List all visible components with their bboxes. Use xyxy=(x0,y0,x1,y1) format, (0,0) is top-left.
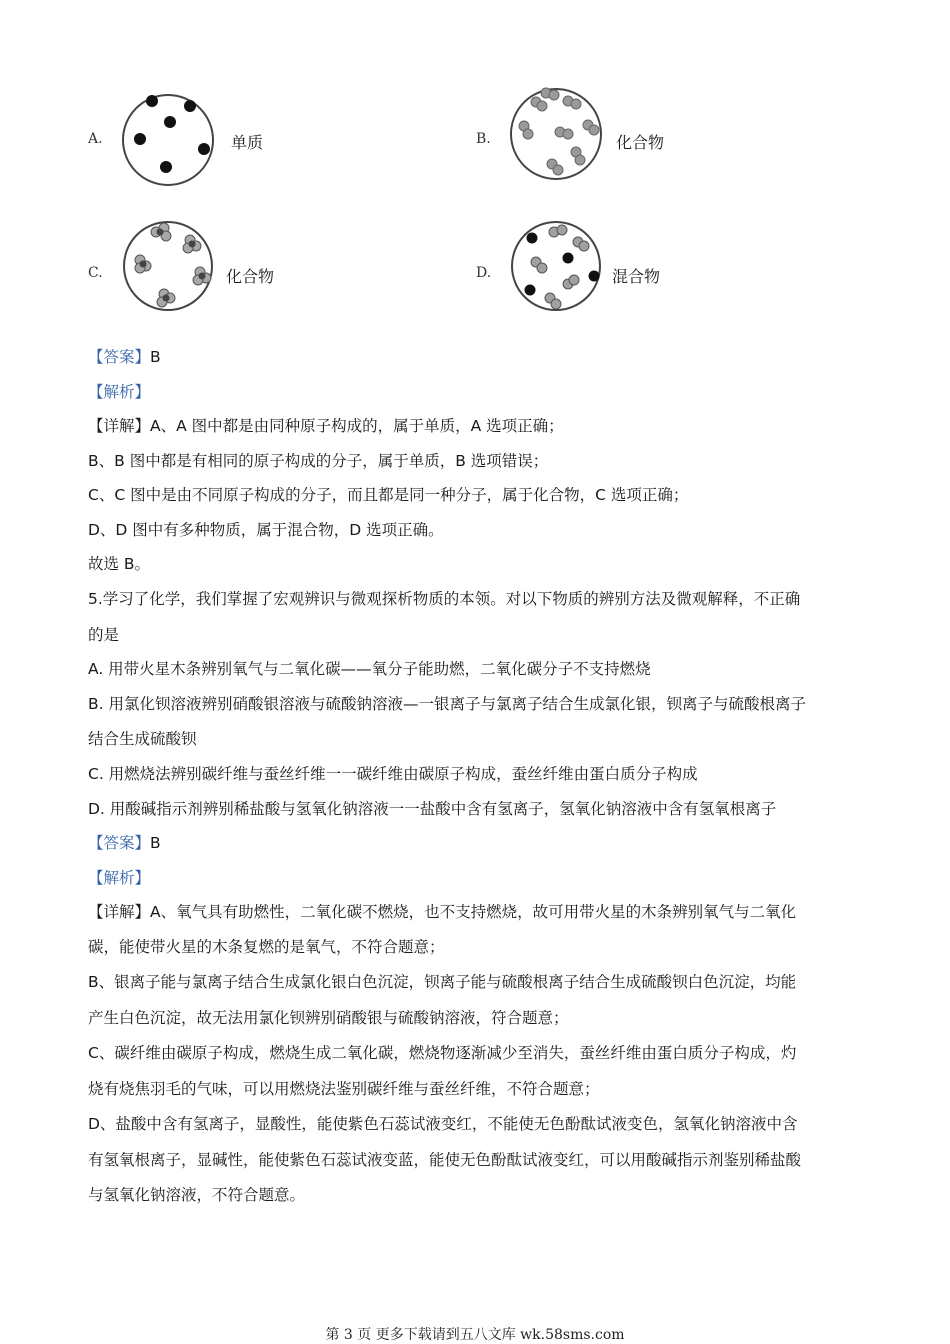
answer-tag: 【答案】 xyxy=(88,348,151,366)
q5-detail-line: 有氢氧根离子，显碱性，能使紫色石蕊试液变蓝，能使无色酚酞试液变红，可以用酸碱指示剂鉴别稀盐酸 xyxy=(88,1151,802,1169)
q5-option-a: A. 用带火星木条辨别氧气与二氧化碳——氧分子能助燃，二氧化碳分子不支持燃烧 xyxy=(88,660,651,678)
q4-conclusion: 故选 B。 xyxy=(88,555,151,573)
q5-detail-line: 碳，能使带火星的木条复燃的是氧气，不符合题意； xyxy=(88,938,445,956)
q5-option-b: B. 用氯化钡溶液辨别硝酸银溶液与硫酸钠溶液—一银离子与氯离子结合生成氯化银，钡离子与硫酸根离子 xyxy=(88,695,806,713)
q5-stem: 5.学习了化学，我们掌握了宏观辨识与微观探析物质的本领。对以下物质的辨别方法及微观解释，不正确 xyxy=(88,590,801,608)
answer-value: B xyxy=(150,834,161,852)
particle-diagram-c xyxy=(120,220,220,320)
q5-detail-line: 烧有烧焦羽毛的气味，可以用燃烧法鉴别碳纤维与蚕丝纤维，不符合题意； xyxy=(88,1080,600,1098)
option-letter: A. xyxy=(88,131,103,147)
q5-option-c: C. 用燃烧法辨别碳纤维与蚕丝纤维一一碳纤维由碳原子构成，蚕丝纤维由蛋白质分子构成 xyxy=(88,765,698,783)
answer-tag: 【答案】 xyxy=(88,834,151,852)
q5-detail-line: D、盐酸中含有氢离子，显酸性，能使紫色石蕊试液变红，不能使无色酚酞试液变色，氢氧化钠溶液中含 xyxy=(88,1115,798,1133)
detail-tag: 【详解】 xyxy=(88,417,151,435)
q5-detail-line: 与氢氧化钠溶液，不符合题意。 xyxy=(88,1186,306,1204)
option-label: 单质 xyxy=(231,133,264,152)
q4-detail-line: D、D 图中有多种物质，属于混合物，D 选项正确。 xyxy=(88,521,444,539)
particle-diagram-a xyxy=(120,92,220,192)
answer-value: B xyxy=(150,348,161,366)
q4-analysis-tag: 【解析】 xyxy=(88,383,151,401)
detail-text: A、氧气具有助燃性，二氧化碳不燃烧，也不支持燃烧，故可用带火星的木条辨别氧气与二氧化 xyxy=(150,903,797,921)
q5-detail-line: 产生白色沉淀，故无法用氯化钡辨别硝酸银与硫酸钠溶液，符合题意； xyxy=(88,1009,569,1027)
option-letter: C. xyxy=(88,265,103,281)
option-label: 化合物 xyxy=(226,267,275,286)
particle-diagram-d xyxy=(508,218,608,318)
q5-detail-line xyxy=(88,902,796,922)
q5-option-b-cont: 结合生成硫酸钡 xyxy=(88,730,197,748)
q4-answer xyxy=(88,347,161,367)
page-footer: 第 3 页 更多下载请到五八文库 wk.58sms.com xyxy=(325,1327,625,1343)
q5-stem-cont: 的是 xyxy=(88,626,120,644)
option-label: 混合物 xyxy=(612,267,661,286)
q5-answer xyxy=(88,833,161,853)
q5-detail-line: B、银离子能与氯离子结合生成氯化银白色沉淀，钡离子能与硫酸根离子结合生成硫酸钡白色沉淀，均能 xyxy=(88,973,797,991)
q5-analysis-tag: 【解析】 xyxy=(88,869,151,887)
q4-detail-line: B、B 图中都是有相同的原子构成的分子，属于单质，B 选项错误； xyxy=(88,452,549,470)
q4-detail-line: C、C 图中是由不同原子构成的分子，而且都是同一种分子，属于化合物，C 选项正确； xyxy=(88,486,689,504)
q4-detail-line xyxy=(88,416,564,436)
option-label: 化合物 xyxy=(616,133,665,152)
q5-detail-line: C、碳纤维由碳原子构成，燃烧生成二氧化碳，燃烧物逐渐减少至消失，蚕丝纤维由蛋白质分子构成，灼 xyxy=(88,1044,797,1062)
option-letter: B. xyxy=(476,131,491,147)
detail-tag: 【详解】 xyxy=(88,903,151,921)
option-letter: D. xyxy=(476,265,492,281)
particle-diagram-b xyxy=(508,84,608,184)
detail-text: A、A 图中都是由同种原子构成的，属于单质，A 选项正确； xyxy=(150,417,564,435)
q5-option-d: D. 用酸碱指示剂辨别稀盐酸与氢氧化钠溶液一一盐酸中含有氢离子，氢氧化钠溶液中含有氢氧根离子 xyxy=(88,800,777,818)
